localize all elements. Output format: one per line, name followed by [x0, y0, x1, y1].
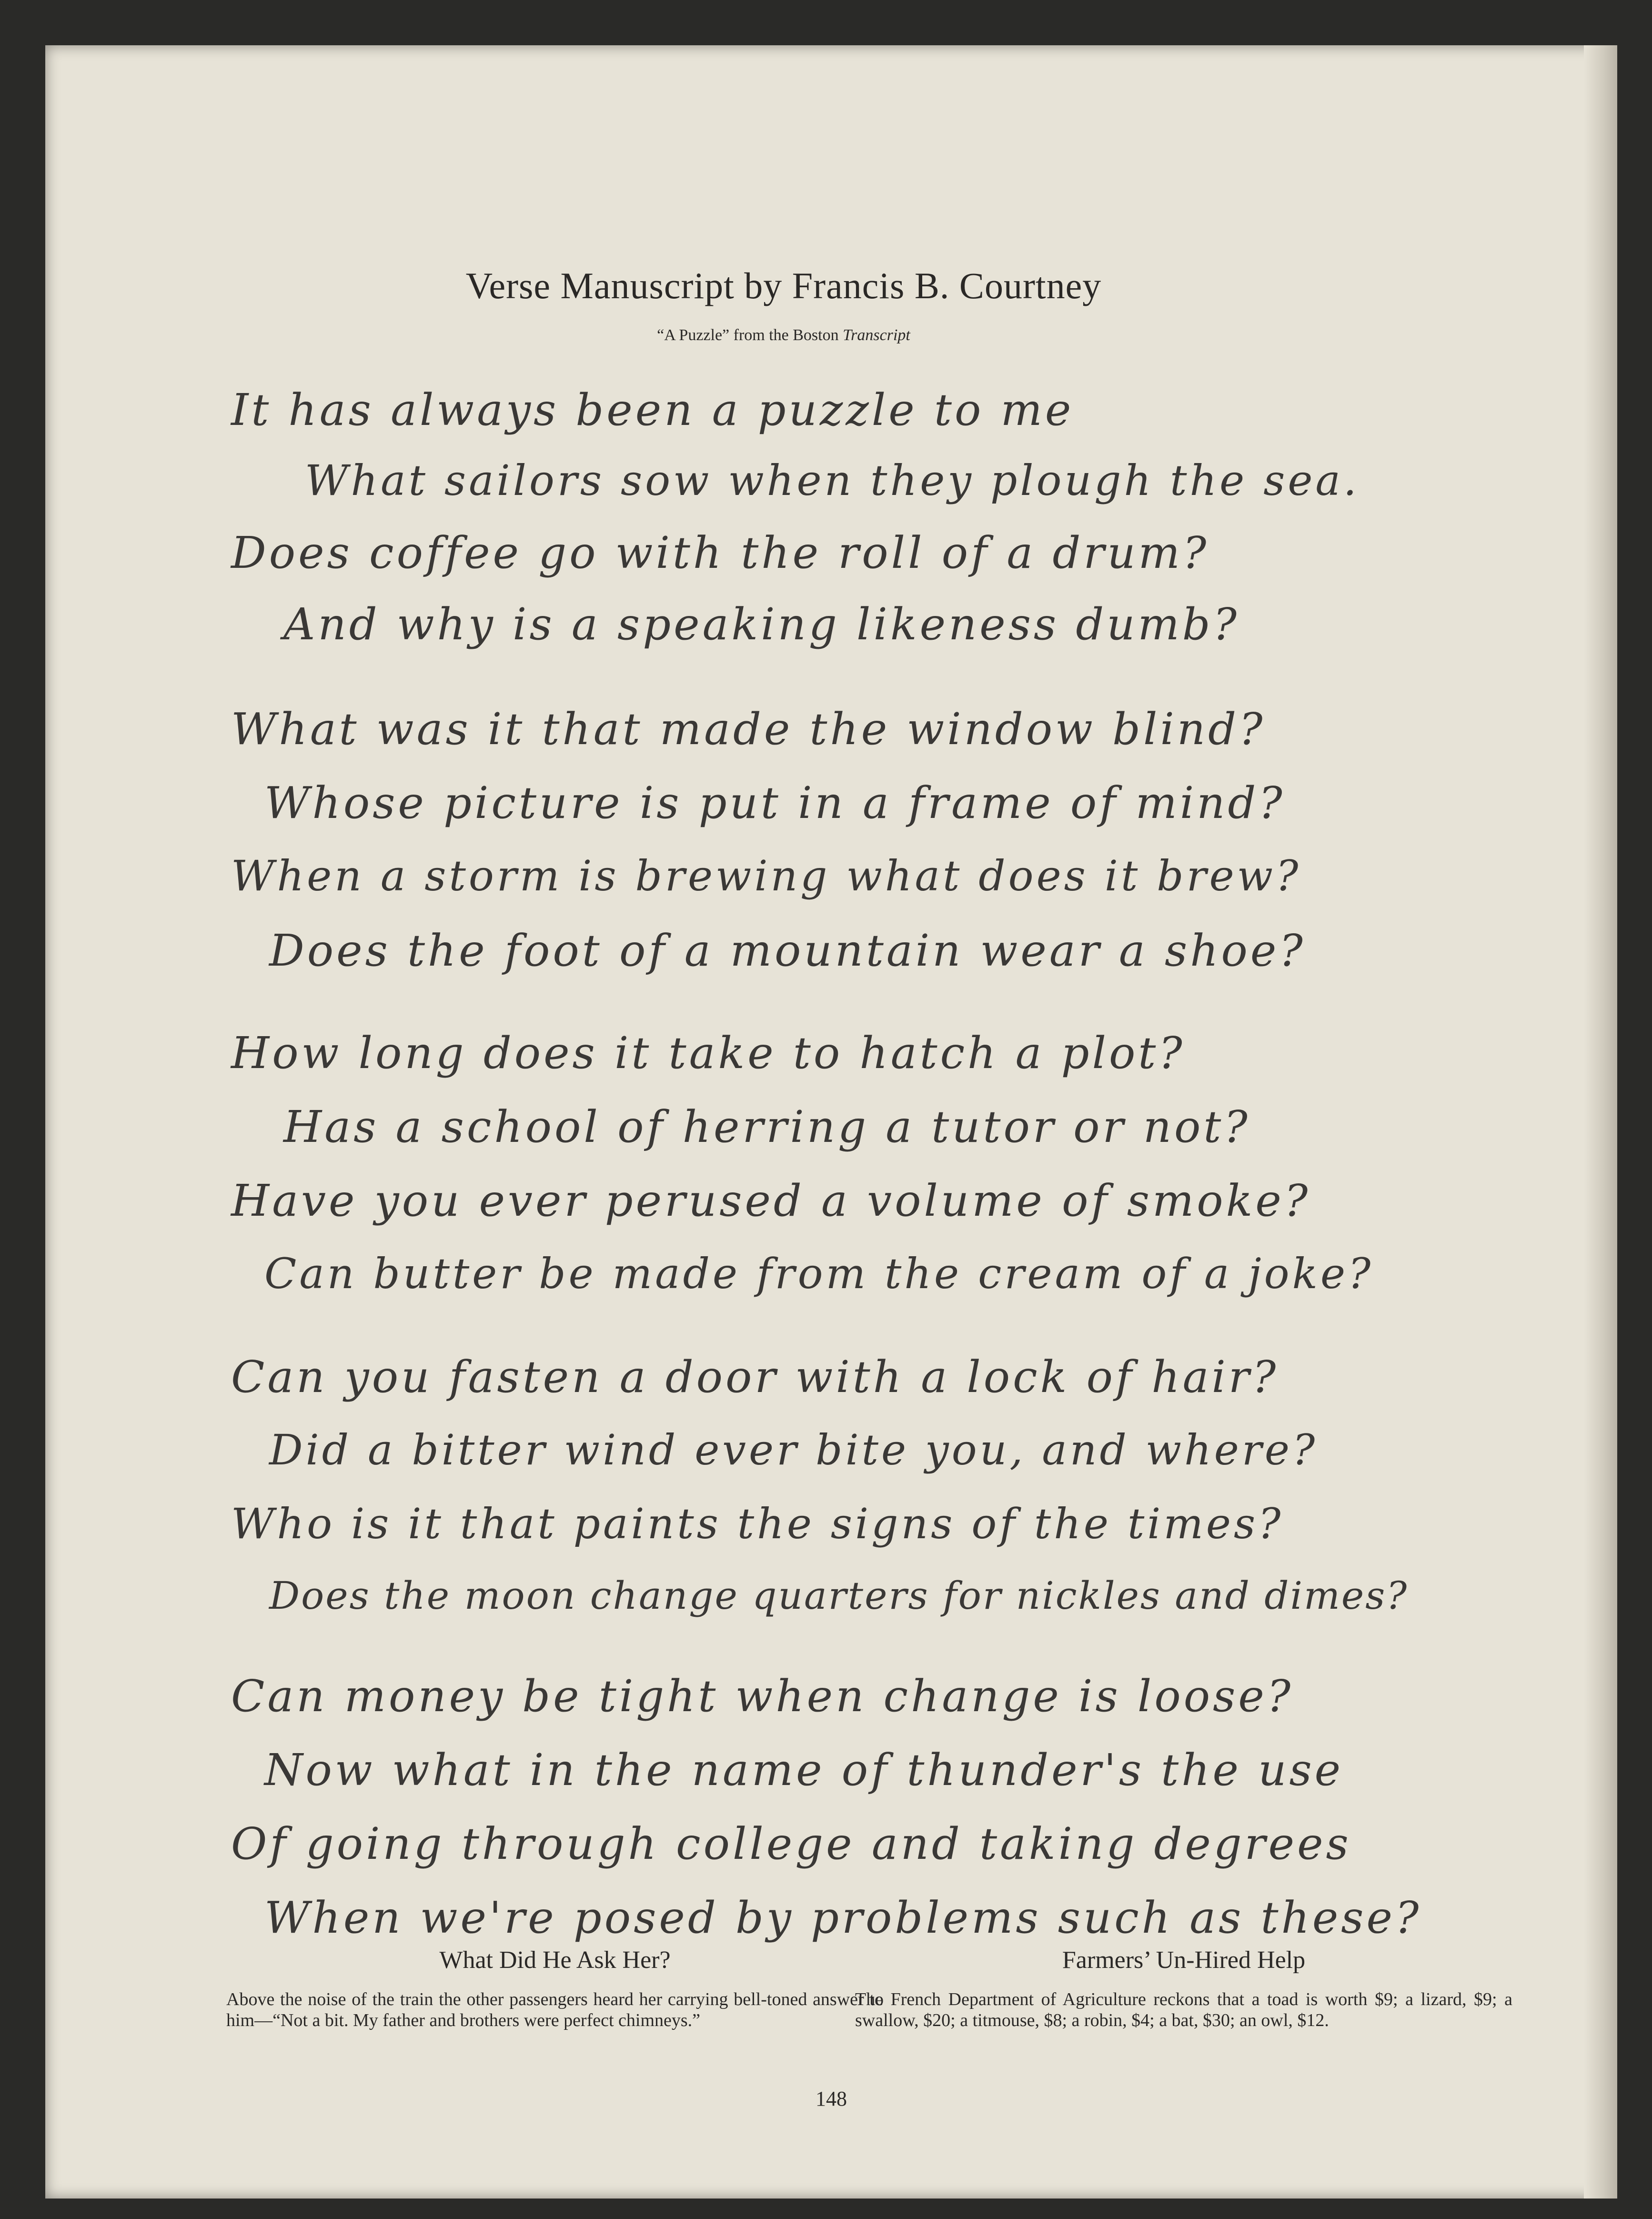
verse-line: And why is a speaking likeness dumb?	[283, 599, 1239, 650]
verse-line: Have you ever perused a volume of smoke?	[231, 1175, 1311, 1226]
verse-line: Did a bitter wind ever bite you, and where?	[269, 1425, 1318, 1474]
verse-line: What sailors sow when they plough the sea.	[305, 456, 1360, 505]
verse-line: Does coffee go with the roll of a drum?	[231, 527, 1209, 578]
right-column-heading: Farmers’ Un-Hired Help	[1062, 1947, 1306, 1974]
subtitle-quote: “A Puzzle” from the Boston	[657, 326, 839, 344]
verse-line: When we're posed by problems such as these?	[264, 1892, 1422, 1943]
verse-line: Has a school of herring a tutor or not?	[283, 1101, 1250, 1152]
verse-line: Can money be tight when change is loose?	[231, 1671, 1294, 1722]
page-spine-shadow	[1584, 45, 1617, 2199]
page-subtitle	[45, 326, 1522, 344]
left-column-heading: What Did He Ask Her?	[439, 1947, 671, 1974]
verse-line: Of going through college and taking degrees	[231, 1818, 1351, 1869]
verse-line: It has always been a puzzle to me	[231, 384, 1074, 435]
verse-line: When a storm is brewing what does it brew?	[231, 851, 1301, 900]
right-column-body: The French Department of Agriculture reckons that a toad is worth $9; a lizard, $9; a swallow, $20; a titmouse, $8; a robin, $4; a bat, $30; an owl, $12.	[855, 1989, 1512, 2030]
subtitle-source: Transcript	[843, 326, 910, 344]
verse-line: What was it that made the window blind?	[231, 704, 1266, 755]
verse-line: Can butter be made from the cream of a joke?	[264, 1249, 1374, 1298]
verse-line: Does the moon change quarters for nickles and dimes?	[269, 1573, 1409, 1618]
verse-line: How long does it take to hatch a plot?	[231, 1028, 1185, 1079]
page-number: 148	[816, 2087, 847, 2110]
verse-line: Who is it that paints the signs of the times?	[231, 1499, 1284, 1548]
left-column-body: Above the noise of the train the other passengers heard her carrying bell-toned answer to him—“Not a bit. My father and brothers were perfect chimneys.”	[226, 1989, 884, 2030]
verse-line: Now what in the name of thunder's the use	[264, 1745, 1344, 1795]
book-page	[45, 45, 1617, 2199]
page-title: Verse Manuscript by Francis B. Courtney	[465, 265, 1102, 306]
verse-line: Does the foot of a mountain wear a shoe?	[269, 925, 1306, 976]
verse-line: Whose picture is put in a frame of mind?	[264, 777, 1285, 828]
verse-line: Can you fasten a door with a lock of hair?	[231, 1352, 1279, 1402]
